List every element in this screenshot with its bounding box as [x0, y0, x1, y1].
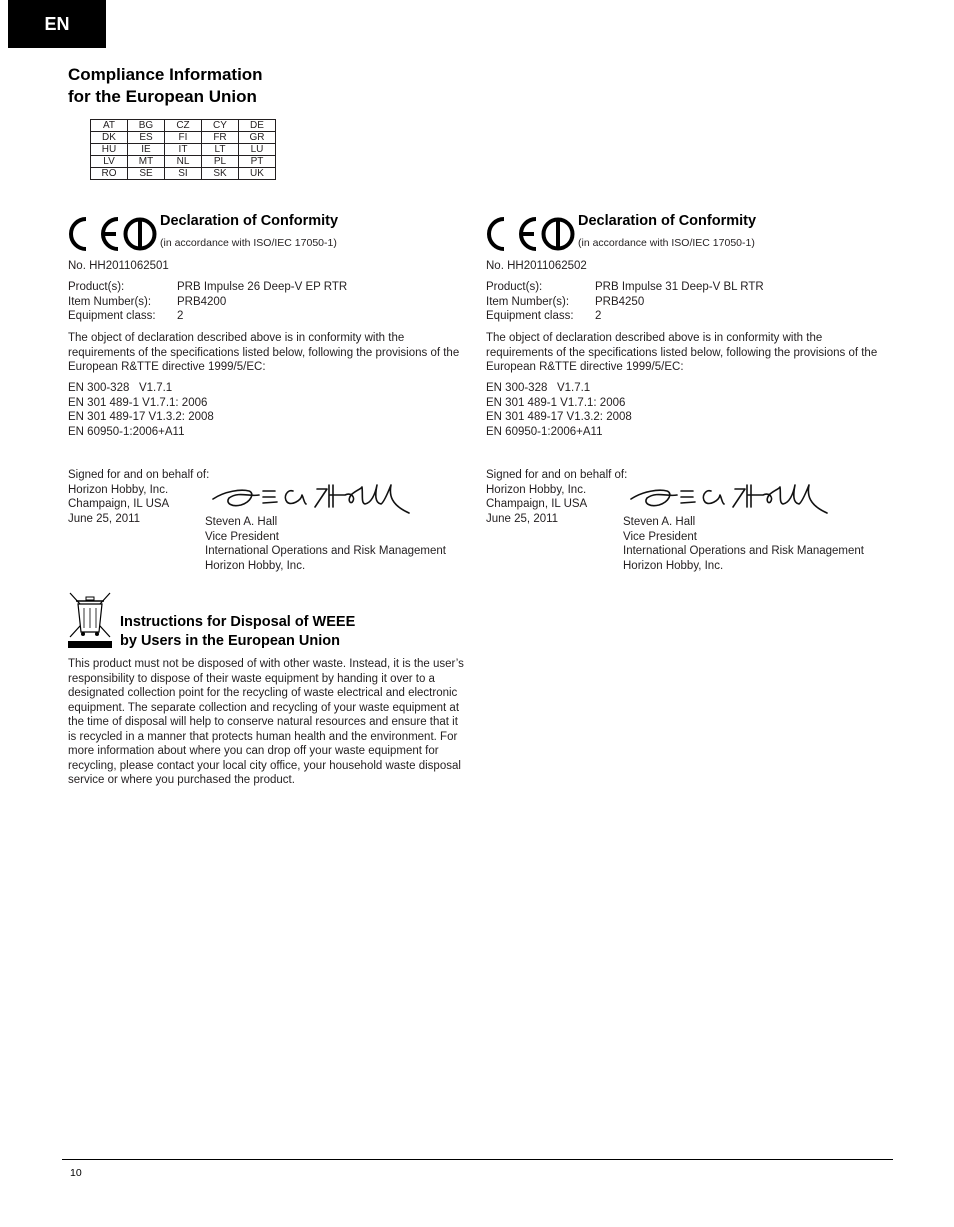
signer-name: Steven A. Hall: [205, 516, 278, 528]
footer-divider: [62, 1159, 893, 1160]
declaration-title: Declaration of Conformity: [578, 213, 757, 229]
country-row: [91, 156, 276, 168]
weee-title-line2: by Users in the European Union: [120, 633, 340, 649]
signer-block: [623, 515, 864, 573]
page-title: [68, 64, 263, 108]
crossed-out-bin-icon: [68, 591, 114, 649]
country-table: [90, 119, 276, 180]
signing-date: June 25, 2011: [68, 512, 141, 525]
country-cell: BG: [128, 120, 165, 132]
weee-body: This product must not be disposed of with other waste. Instead, it is the user’s responsibility to dispose of their waste equipment by handing it over to a designated collection point for the recycling of waste electrical and electronic equipment. The separate collection and recycling of your waste equipment at the time of disposal will help to conserve natural resources and ensure that it is recycled in a manner that protects human health and the environment. For more information about where you can drop off your waste equipment for recycling, please contact your local city office, your household waste disposal service or where you purchased the product.: [68, 658, 464, 786]
standard-item: EN 301 489-17 V1.3.2: 2008: [68, 411, 214, 423]
ce-alert-icon: [486, 216, 578, 252]
standard-item: EN 301 489-17 V1.3.2: 2008: [486, 411, 632, 423]
country-cell: FI: [165, 132, 202, 144]
country-cell: FR: [202, 132, 239, 144]
signed-for-label: Signed for and on behalf of:: [68, 469, 210, 481]
country-cell: UK: [239, 168, 276, 180]
company-location: Champaign, IL USA: [68, 498, 170, 510]
country-cell: SE: [128, 168, 165, 180]
class-value: 2: [177, 310, 184, 322]
country-cell: IT: [165, 144, 202, 156]
signer-title: Vice President: [623, 530, 697, 543]
country-cell: ES: [128, 132, 165, 144]
item-label: Item Number(s):: [68, 295, 152, 308]
country-row: [91, 120, 276, 132]
item-value: PRB4200: [177, 295, 227, 308]
standard-item: EN 301 489-1 V1.7.1: 2006: [486, 396, 626, 409]
standards-list: [486, 381, 632, 439]
country-cell: PT: [239, 156, 276, 168]
country-cell: LV: [91, 156, 128, 168]
signed-on-behalf: [68, 468, 209, 526]
company-name: Horizon Hobby, Inc.: [486, 483, 587, 496]
class-label: Equipment class:: [68, 310, 156, 322]
standard-item: EN 300-328 V1.7.1: [486, 382, 591, 394]
country-cell: RO: [91, 168, 128, 180]
country-cell: PL: [202, 156, 239, 168]
declaration-subtitle: (in accordance with ISO/IEC 17050-1): [160, 237, 337, 249]
page-title-line1: Compliance Information: [68, 65, 263, 84]
declaration-body: The object of declaration described above is in conformity with the requirements of the specifications listed below, following the provisions of the European R&TTE directive 1999/5/EC:: [68, 332, 460, 373]
product-label: Product(s):: [68, 281, 125, 293]
country-cell: NL: [165, 156, 202, 168]
signer-company: Horizon Hobby, Inc.: [205, 559, 306, 572]
declaration-number: No. HH2011062501: [68, 260, 169, 272]
country-cell: HU: [91, 144, 128, 156]
weee-title: [120, 613, 355, 651]
country-cell: AT: [91, 120, 128, 132]
company-name: Horizon Hobby, Inc.: [68, 483, 169, 496]
company-location: Champaign, IL USA: [486, 498, 588, 510]
country-cell: CZ: [165, 120, 202, 132]
signer-block: [205, 515, 446, 573]
item-label: Item Number(s):: [486, 295, 570, 308]
product-label: Product(s):: [486, 281, 543, 293]
page-title-line2: for the European Union: [68, 87, 257, 106]
product-value: PRB Impulse 26 Deep-V EP RTR: [177, 281, 348, 293]
country-cell: SI: [165, 168, 202, 180]
country-cell: IE: [128, 144, 165, 156]
signed-on-behalf: [486, 468, 627, 526]
country-cell: LT: [202, 144, 239, 156]
country-cell: LU: [239, 144, 276, 156]
standard-item: EN 301 489-1 V1.7.1: 2006: [68, 396, 208, 409]
country-cell: GR: [239, 132, 276, 144]
declaration-body: The object of declaration described above is in conformity with the requirements of the specifications listed below, following the provisions of the European R&TTE directive 1999/5/EC:: [486, 332, 878, 373]
country-row: [91, 132, 276, 144]
standard-item: EN 60950-1:2006+A11: [486, 425, 603, 438]
country-cell: MT: [128, 156, 165, 168]
standard-item: EN 300-328 V1.7.1: [68, 382, 173, 394]
country-row: [91, 144, 276, 156]
ce-alert-icon: [68, 216, 160, 252]
declaration-subtitle: (in accordance with ISO/IEC 17050-1): [578, 237, 755, 249]
country-cell: SK: [202, 168, 239, 180]
country-cell: DK: [91, 132, 128, 144]
product-details: [68, 280, 347, 324]
signer-department: International Operations and Risk Management: [205, 545, 447, 557]
declaration-number: No. HH2011062502: [486, 260, 587, 272]
weee-title-line1: Instructions for Disposal of WEEE: [120, 614, 356, 630]
country-cell: DE: [239, 120, 276, 132]
signer-department: International Operations and Risk Management: [623, 545, 865, 557]
signing-date: June 25, 2011: [486, 512, 559, 525]
declaration-title: Declaration of Conformity: [160, 213, 339, 229]
class-value: 2: [595, 310, 602, 322]
class-label: Equipment class:: [486, 310, 574, 322]
product-value: PRB Impulse 31 Deep-V BL RTR: [595, 281, 764, 293]
item-value: PRB4250: [595, 295, 645, 308]
signature-image: [205, 477, 420, 517]
signer-company: Horizon Hobby, Inc.: [623, 559, 724, 572]
language-tab: EN: [8, 0, 106, 48]
page-number: 10: [70, 1167, 82, 1179]
signer-name: Steven A. Hall: [623, 516, 696, 528]
signer-title: Vice President: [205, 530, 279, 543]
country-cell: CY: [202, 120, 239, 132]
country-row: [91, 168, 276, 180]
standards-list: [68, 381, 214, 439]
signature-image: [623, 477, 838, 517]
signed-for-label: Signed for and on behalf of:: [486, 469, 628, 481]
product-details: [486, 280, 764, 324]
standard-item: EN 60950-1:2006+A11: [68, 425, 185, 438]
